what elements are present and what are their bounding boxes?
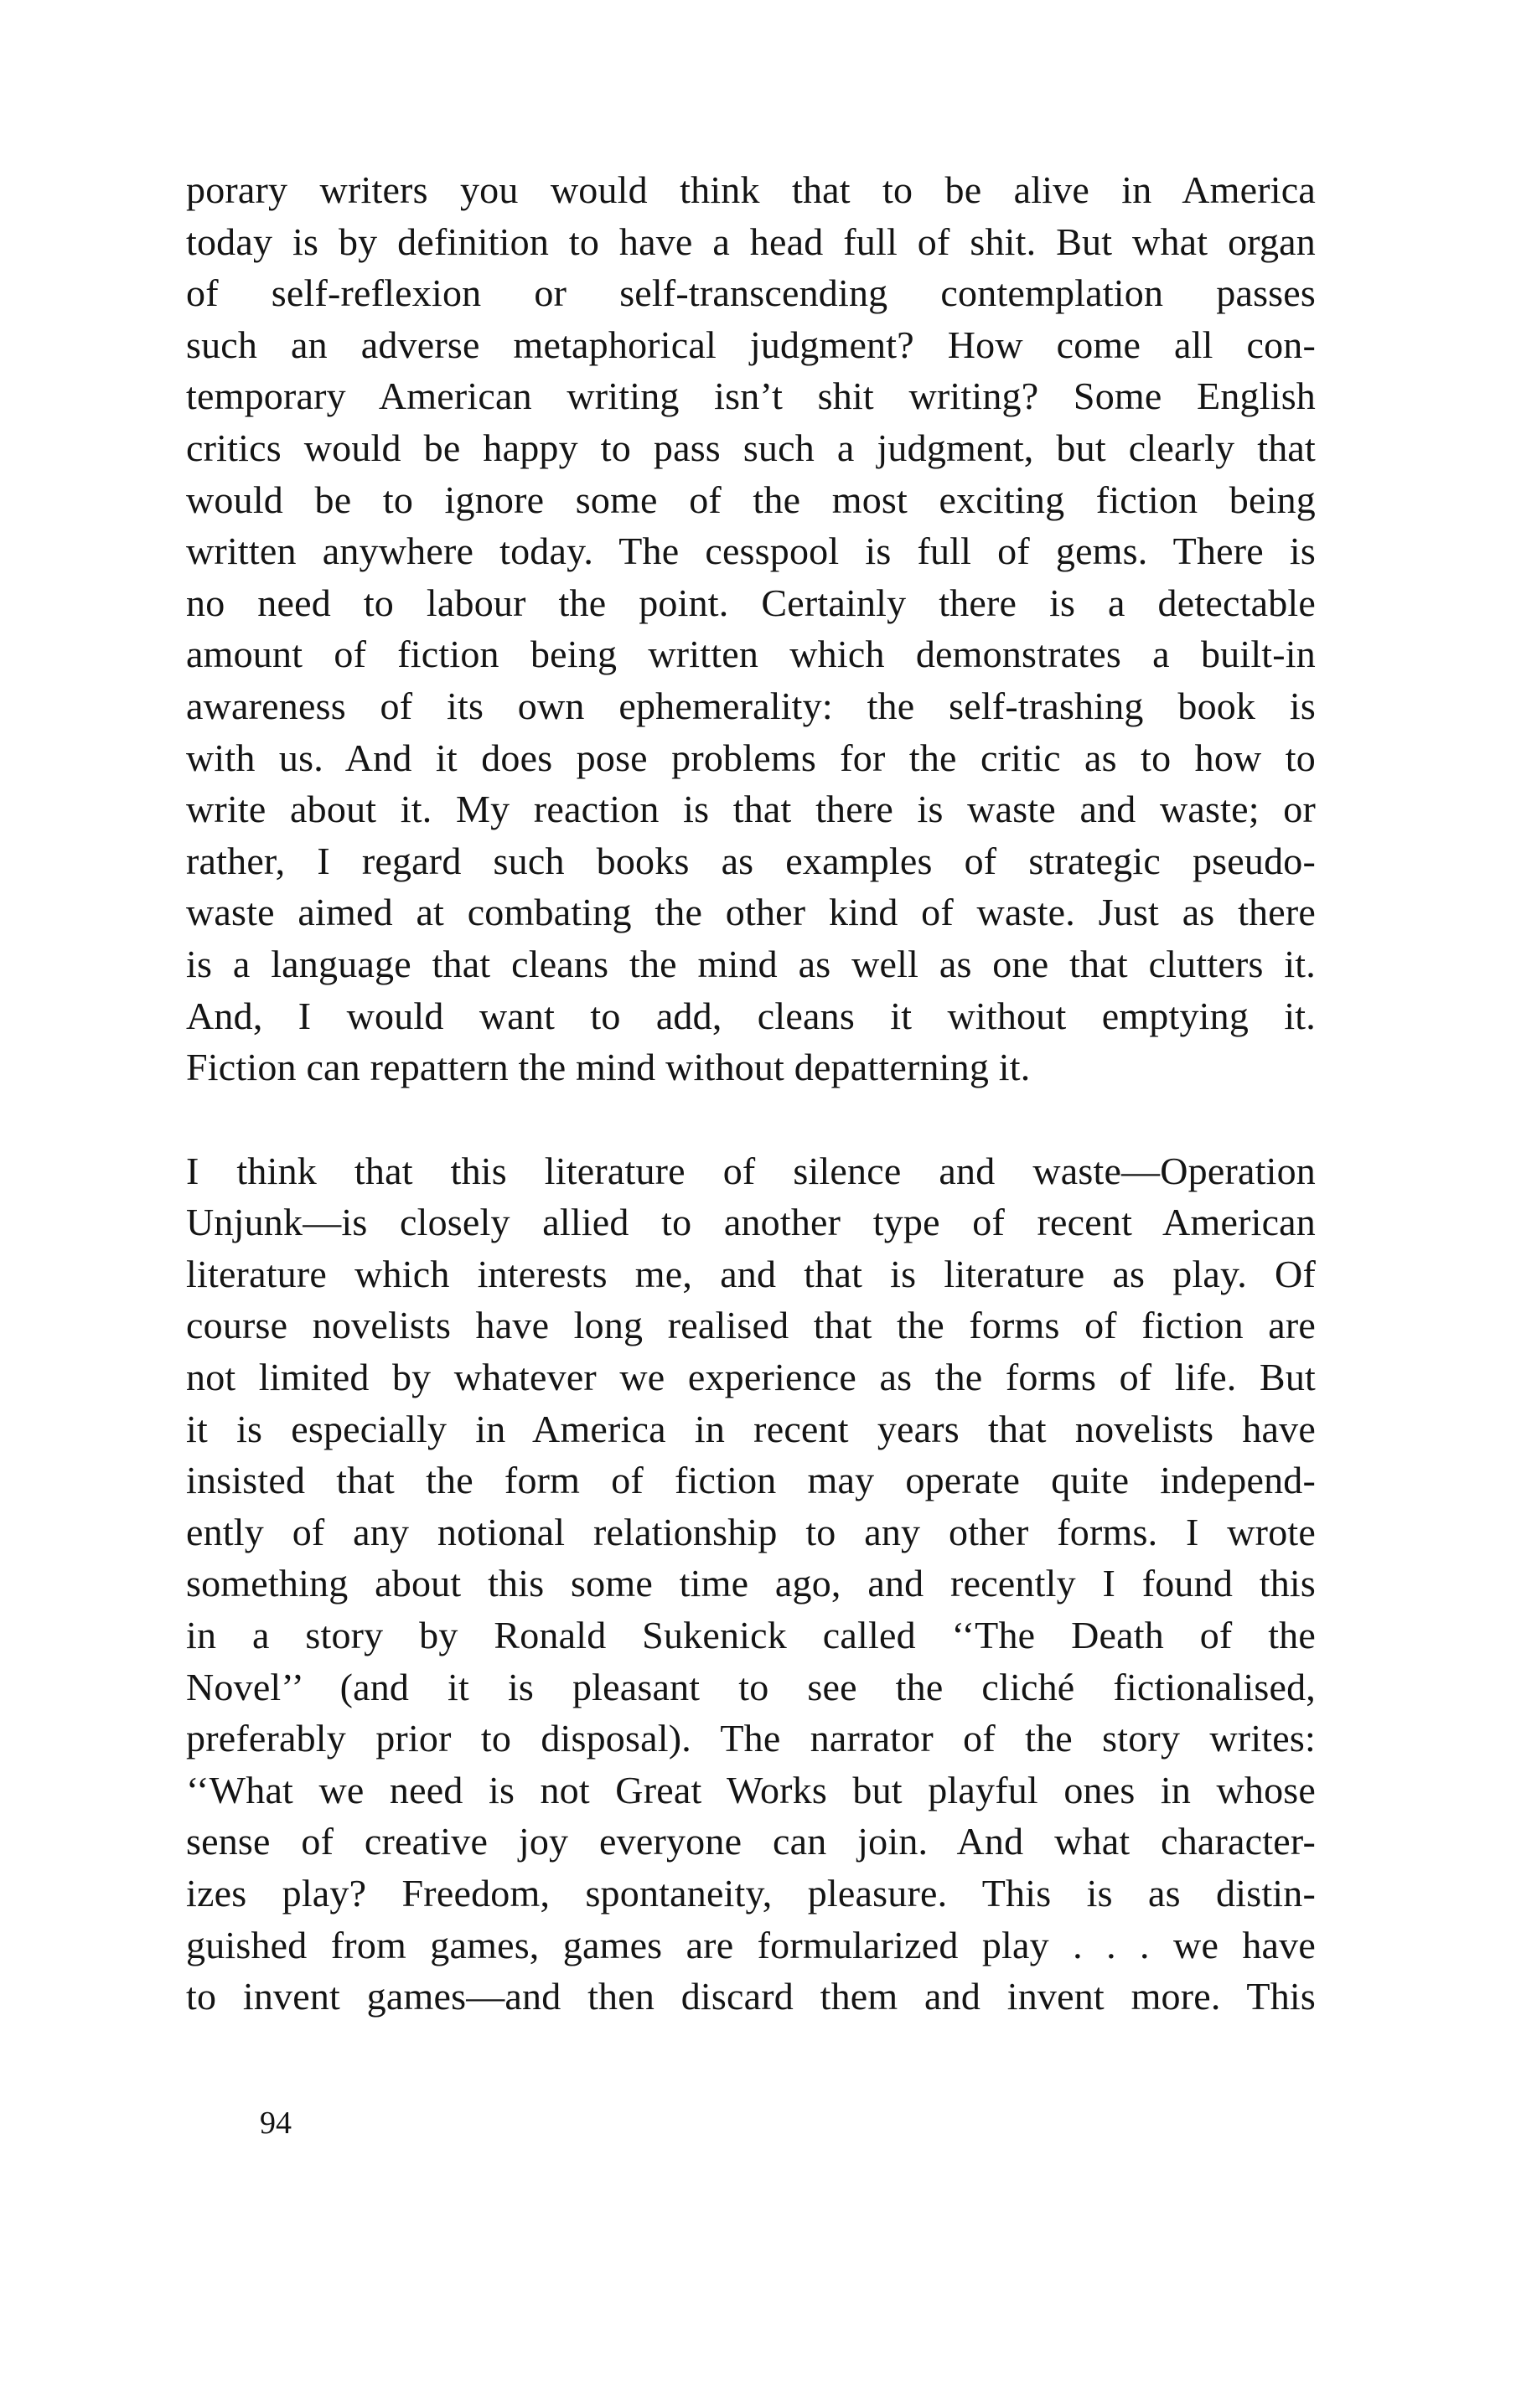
page-body	[186, 164, 1316, 2023]
text-line: porary writers you would think that to be alive in America	[186, 168, 1316, 211]
text-line: not limited by whatever we experience as the forms of life. But	[186, 1356, 1316, 1399]
text-line: preferably prior to disposal). The narrator of the story writes:	[186, 1717, 1316, 1760]
text-line: ‘‘What we need is not Great Works but playful ones in whose	[186, 1768, 1316, 1811]
text-line: temporary American writing isn’t shit writing? Some English	[186, 375, 1316, 418]
text-line: insisted that the form of fiction may operate quite independ-	[186, 1459, 1316, 1502]
text-line: in a story by Ronald Sukenick called ‘‘The Death of the	[186, 1614, 1316, 1657]
text-line: critics would be happy to pass such a judgment, but clearly that	[186, 426, 1316, 469]
paragraph-1	[186, 164, 1316, 1093]
text-line: it is especially in America in recent years that novelists have	[186, 1407, 1316, 1450]
text-line: with us. And it does pose problems for the critic as to how to	[186, 736, 1316, 779]
text-line: written anywhere today. The cesspool is full of gems. There is	[186, 530, 1316, 573]
text-line: And, I would want to add, cleans it without emptying it.	[186, 994, 1316, 1037]
text-line: izes play? Freedom, spontaneity, pleasure. This is as distin-	[186, 1872, 1316, 1915]
text-line: waste aimed at combating the other kind of waste. Just as there	[186, 891, 1316, 934]
text-line: guished from games, games are formularized play . . . we have	[186, 1923, 1316, 1966]
text-line: awareness of its own ephemerality: the self-trashing book is	[186, 684, 1316, 727]
text-line: would be to ignore some of the most exciting fiction being	[186, 478, 1316, 521]
text-line: is a language that cleans the mind as well as one that clutters it.	[186, 942, 1316, 985]
text-line: Unjunk—is closely allied to another type of recent American	[186, 1201, 1316, 1244]
text-line: literature which interests me, and that is literature as play. Of	[186, 1252, 1316, 1295]
text-line: sense of creative joy everyone can join. And what character-	[186, 1820, 1316, 1863]
text-line: amount of fiction being written which demonstrates a built-in	[186, 633, 1316, 676]
text-line: to invent games—and then discard them and invent more. This	[186, 1975, 1316, 2018]
text-line: of self-reflexion or self-transcending contemplation passes	[186, 271, 1316, 315]
paragraph-gap	[186, 1093, 1316, 1145]
page-number: 94	[260, 2106, 292, 2141]
text-line: ently of any notional relationship to any other forms. I wrote	[186, 1510, 1316, 1553]
text-line: write about it. My reaction is that there is waste and waste; or	[186, 788, 1316, 831]
text-line: course novelists have long realised that the forms of fiction are	[186, 1304, 1316, 1347]
text-line: Fiction can repattern the mind without depatterning it.	[186, 1046, 1031, 1089]
text-line: no need to labour the point. Certainly there is a detectable	[186, 581, 1316, 624]
text-line: I think that this literature of silence and waste—Operation	[186, 1149, 1316, 1192]
text-line: today is by definition to have a head full of shit. But what organ	[186, 220, 1316, 263]
text-line: something about this some time ago, and recently I found this	[186, 1562, 1316, 1605]
text-line: rather, I regard such books as examples of strategic pseudo-	[186, 839, 1316, 882]
text-line: Novel’’ (and it is pleasant to see the cliché fictionalised,	[186, 1665, 1316, 1708]
paragraph-2	[186, 1145, 1316, 2023]
text-line: such an adverse metaphorical judgment? How come all con-	[186, 323, 1316, 366]
